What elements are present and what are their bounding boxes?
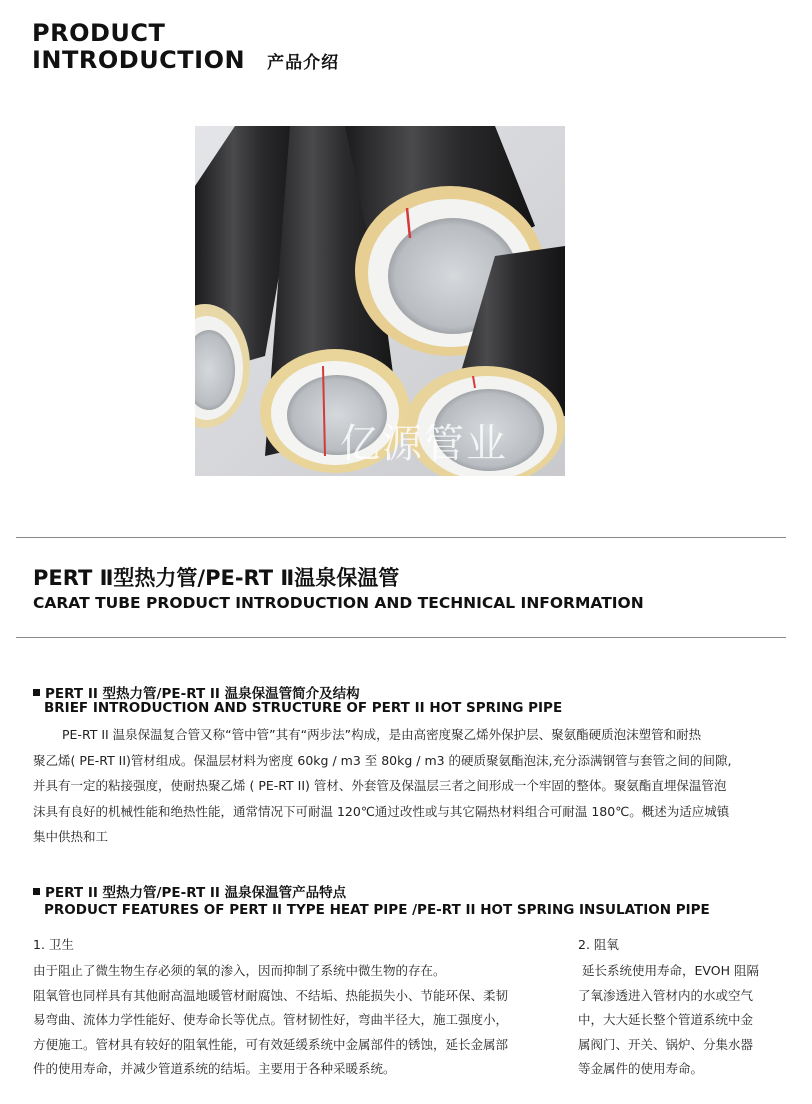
feature-line: 易弯曲、流体力学性能好、使寿命长等优点。管材韧性好，弯曲半径大，施工强度小， bbox=[33, 1012, 509, 1027]
header-title-cn: 产品介绍 bbox=[267, 53, 340, 73]
feature-line: 延长系统使用寿命，EVOH 阻隔 bbox=[582, 963, 759, 978]
feature-oxygen-heading: 2. 阻氧 bbox=[578, 937, 619, 952]
section1-paragraph bbox=[33, 722, 778, 850]
header-title-line1: PRODUCT bbox=[32, 19, 166, 47]
divider-top bbox=[16, 537, 786, 538]
feature-line: 等金属件的使用寿命。 bbox=[578, 1061, 704, 1076]
section1-heading-cn: PERT II 型热力管/PE-RT II 温泉保温管简介及结构 bbox=[45, 686, 360, 702]
paragraph-line: PE-RT II 温泉保温复合管又称“管中管”其有“两步法”构成，是由高密度聚乙烯外保护层、聚氨酯硬质泡沫塑管和耐热 bbox=[62, 727, 702, 742]
feature-line: 由于阻止了微生物生存必须的氧的渗入，因而抑制了系统中微生物的存在。 bbox=[33, 963, 446, 978]
main-title-cn: PERT Ⅱ型热力管/PE-RT Ⅱ温泉保温管 bbox=[33, 566, 400, 590]
section2-heading-en: PRODUCT FEATURES OF PERT II TYPE HEAT PIPE /PE-RT II HOT SPRING INSULATION PIPE bbox=[44, 902, 710, 918]
paragraph-line: 并具有一定的粘接强度，使耐热聚乙烯 ( PE-RT II) 管材、外套管及保温层三者之间形成一个牢固的整体。聚氨酯直埋保温管泡 bbox=[33, 778, 727, 793]
feature-line: 件的使用寿命，并减少管道系统的结垢。主要用于各种采暖系统。 bbox=[33, 1061, 396, 1076]
feature-line: 属阀门、开关、锅炉、分集水器 bbox=[578, 1036, 754, 1052]
paragraph-line: 聚乙烯( PE-RT II)管材组成。保温层材料为密度 60kg / m3 至 80kg / m3 的硬质聚氨酯泡沫,充分添满钢管与套管之间的间隙, bbox=[33, 752, 732, 768]
feature-hygiene-heading: 1. 卫生 bbox=[33, 937, 74, 952]
bullet-square-icon bbox=[33, 888, 40, 895]
header-row bbox=[32, 47, 339, 74]
bullet-square-icon bbox=[33, 689, 40, 696]
photo-watermark: 亿源管业 bbox=[340, 421, 508, 467]
feature-line: 阻氧管也同样具有其他耐高温地暖管材耐腐蚀、不结垢、热能损失小、节能环保、柔韧 bbox=[33, 987, 509, 1003]
feature-oxygen-text bbox=[578, 959, 759, 1082]
section2-heading bbox=[33, 881, 346, 901]
feature-line: 方便施工。管材具有较好的阻氧性能，可有效延缓系统中金属部件的锈蚀，延长金属部 bbox=[33, 1036, 509, 1052]
header-title-line2: INTRODUCTION bbox=[32, 46, 246, 74]
section1-heading-en: BRIEF INTRODUCTION AND STRUCTURE OF PERT II HOT SPRING PIPE bbox=[44, 700, 563, 716]
section1-heading bbox=[33, 682, 360, 702]
section2-heading-cn: PERT II 型热力管/PE-RT II 温泉保温管产品特点 bbox=[45, 885, 347, 901]
divider-bottom bbox=[16, 637, 786, 638]
page-header bbox=[32, 20, 339, 74]
paragraph-line: 集中供热和工 bbox=[33, 829, 109, 844]
main-title-en: CARAT TUBE PRODUCT INTRODUCTION AND TECHNICAL INFORMATION bbox=[33, 594, 644, 612]
feature-line: 了氧渗透进入管材内的水或空气 bbox=[578, 987, 754, 1003]
feature-line: 中，大大延长整个管道系统中金 bbox=[578, 1012, 754, 1027]
paragraph-line: 沫具有良好的机械性能和绝热性能，通常情况下可耐温 120℃通过改性或与其它隔热材料组合可耐温 180℃。概述为适应城镇 bbox=[33, 803, 730, 819]
feature-hygiene-text bbox=[33, 959, 508, 1082]
